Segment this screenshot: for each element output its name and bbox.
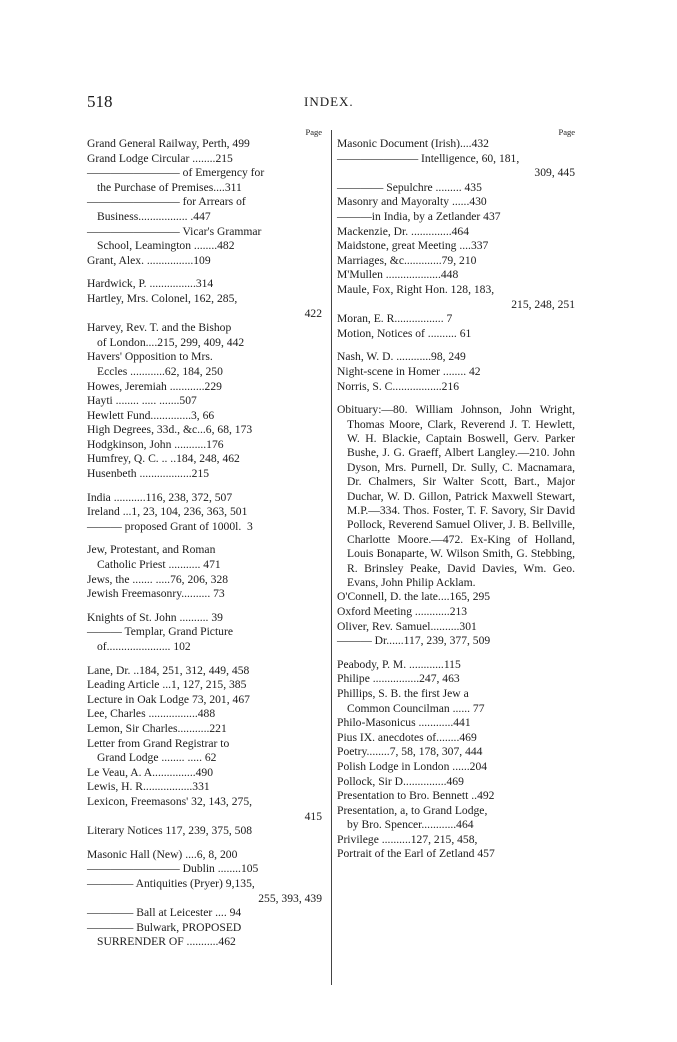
index-entry: Lane, Dr. ..184, 251, 312, 449, 458 [87,663,250,677]
index-entry: Philo-Masonicus ............441 [337,716,471,730]
index-entry: Philipe ................247, 463 [337,672,460,686]
index-entry: Lemon, Sir Charles...........221 [87,721,227,735]
index-entry: Masonic Document (Irish)....432 [337,137,489,150]
index-entry: Leading Article ...1, 127, 215, 385 [87,678,247,692]
index-entry: Maule, Fox, Right Hon. 128, 183, [337,282,495,296]
entry-gap [87,268,322,277]
index-entry: ———in India, by a Zetlander 437 [337,209,501,223]
index-entry: Literary Notices 117, 239, 375, 508 [87,824,253,838]
index-entry: Lexicon, Freemasons' 32, 143, 275, [87,794,253,808]
index-entry: Presentation, a, to Grand Lodge, [337,803,488,817]
index-entry: M'Mullen ...................448 [337,268,459,282]
index-entry: ———————— Dublin ........105 [87,862,259,876]
index-entry: Privilege ..........127, 215, 458, [337,832,478,846]
index-entry: Motion, Notices of .......... 61 [337,326,472,340]
index-entry: Husenbeth ..................215 [87,467,210,481]
index-entry: India ...........116, 238, 372, 507 [87,490,233,504]
index-entry: O'Connell, D. the late....165, 295 [337,590,491,604]
index-entry: Presentation to Bro. Bennett ..492 [337,789,495,803]
index-entry: Mackenzie, Dr. ..............464 [337,224,470,238]
index-entry: Oxford Meeting ............213 [337,604,468,618]
index-entry: High Degrees, 33d., &c...6, 68, 173 [87,423,253,437]
index-entry: Hodgkinson, John ...........176 [87,437,224,451]
index-entry: ——— Templar, Grand Picture [87,625,233,639]
index-entry: ———— Bulwark, PROPOSED [87,920,242,934]
entry-gap [87,655,322,664]
column-divider [331,130,332,985]
entry-gap [337,341,575,350]
index-entry: 255, 393, 439 [258,891,322,905]
index-entry: Harvey, Rev. T. and the Bishop [87,321,232,335]
index-entry: Norris, S. C.................216 [337,379,460,393]
index-entry: ——————— Intelligence, 60, 181, [337,151,520,165]
entry-gap [87,534,322,543]
index-entry: 415 [304,809,322,823]
entry-gap [337,394,575,403]
index-entry: ———— Sepulchre ......... 435 [337,180,482,194]
entry-gap [87,602,322,611]
index-entry: Pollock, Sir D...............469 [337,774,464,788]
index-entry: Howes, Jeremiah ............229 [87,379,222,393]
index-entry: Hayti ........ ..... .......507 [87,394,197,408]
index-entry: Jewish Freemasonry.......... 73 [87,587,225,601]
index-entry: Business................. .447 [97,209,211,223]
index-column-right [337,128,575,862]
index-entry: Oliver, Rev. Samuel..........301 [337,619,477,633]
index-entry: SURRENDER OF ...........462 [97,935,236,949]
index-entry: Grand General Railway, Perth, 499 [87,137,250,150]
index-entry: ———————— Vicar's Grammar [87,224,262,238]
index-entry: Grand Lodge Circular ........215 [87,151,233,165]
index-entry: Nash, W. D. ............98, 249 [337,350,466,364]
index-entry: Grand Lodge ........ ..... 62 [97,751,217,765]
index-entry: of London....215, 299, 409, 442 [97,335,245,349]
column-page-head: Page [558,127,575,137]
index-entry: of...................... 102 [97,640,191,653]
index-entry: Havers' Opposition to Mrs. [87,350,213,364]
index-entry: ——— proposed Grant of 1000l. 3 [87,519,253,533]
index-entry: Hartley, Mrs. Colonel, 162, 285, [87,291,238,305]
index-entry: Catholic Priest ........... 471 [97,558,221,572]
index-entry: Lewis, H. R.................331 [87,780,210,794]
entry-gap [87,839,322,848]
index-entry: School, Leamington ........482 [97,239,235,253]
index-entry: Masonry and Mayoralty ......430 [337,195,487,209]
index-entry: Eccles ............62, 184, 250 [97,364,223,378]
entry-gap [87,482,322,491]
index-entry: 215, 248, 251 [511,297,575,311]
running-head: INDEX. [304,94,354,109]
index-entry: Ireland ...1, 23, 104, 236, 363, 501 [87,505,248,519]
index-entry: Poetry........7, 58, 178, 307, 444 [337,745,483,759]
index-entry: Jews, the ....... .....76, 206, 328 [87,572,229,586]
index-entry: Peabody, P. M. ............115 [337,657,461,671]
index-entry: Hewlett Fund..............3, 66 [87,408,215,422]
index-entry: Marriages, &c.............79, 210 [337,253,477,267]
index-entry: Letter from Grand Registrar to [87,736,230,750]
index-entry: Polish Lodge in London ......204 [337,759,488,773]
index-entry: ———— Ball at Leicester .... 94 [87,906,242,920]
index-entry: ———————— for Arrears of [87,195,246,209]
entry-gap [337,649,575,658]
index-entry: Lee, Charles .................488 [87,707,216,721]
index-entry: Maidstone, great Meeting ....337 [337,239,489,253]
index-entry: 309, 445 [534,166,575,180]
index-entry: Le Veau, A. A...............490 [87,765,214,779]
index-entry: Hardwick, P. ................314 [87,277,214,291]
index-paragraph: Obituary:—80. William Johnson, John Wright, Thomas Moore, Clark, Reverend J. T. Hewlett, W. H. Blackie, Captain Boswell, Gerv. Parker Bushe, J. G. Graeff, Albert Langley.—210. John Dyson, Mrs. Purnell, Dr. Sully, C. Macnamara, Dr. Chalmers, Sir Walter Scott, Bart., Major Duchar, W. D. Gillon, Patrick Maxwell Stewart, M.P.—334. Thos. Foster, T. F. Savory, Sir David Pollock, Reverend Samuel Oliver, J. B. Bellville, Charlotte Moore.—472. Ex-King of Holland, Louis Bonaparte, W. Wilson Smith, G. Stebbing, R. Brinsley Peake, David Davies, Wm. Geo. Evans, John Philip Acklam. [337,403,575,589]
index-entry: ——— Dr......117, 239, 377, 509 [337,634,491,648]
index-entry: ———— Antiquities (Pryer) 9,135, [87,876,255,890]
index-column-left [87,128,322,950]
index-entry: ———————— of Emergency for [87,166,265,180]
index-entry: Phillips, S. B. the first Jew a [337,686,469,700]
index-entry: Pius IX. anecdotes of........469 [337,730,477,744]
index-entry: Moran, E. R................. 7 [337,312,453,326]
index-entry: Night-scene in Homer ........ 42 [337,364,481,378]
index-entry: Grant, Alex. ................109 [87,253,211,267]
index-entry: 422 [304,306,322,320]
column-page-head: Page [305,127,322,137]
index-entry: by Bro. Spencer............464 [347,818,474,832]
index-entry: Masonic Hall (New) ....6, 8, 200 [87,847,238,861]
index-entry: Humfrey, Q. C. .. ..184, 248, 462 [87,452,240,466]
index-entry: Knights of St. John .......... 39 [87,610,223,624]
index-entry: Portrait of the Earl of Zetland 457 [337,847,495,861]
index-entry: Common Councilman ...... 77 [347,701,485,715]
index-entry: Lecture in Oak Lodge 73, 201, 467 [87,692,250,706]
page-number: 518 [87,92,113,111]
index-entry: Jew, Protestant, and Roman [87,543,216,557]
index-entry: the Purchase of Premises....311 [97,180,242,194]
